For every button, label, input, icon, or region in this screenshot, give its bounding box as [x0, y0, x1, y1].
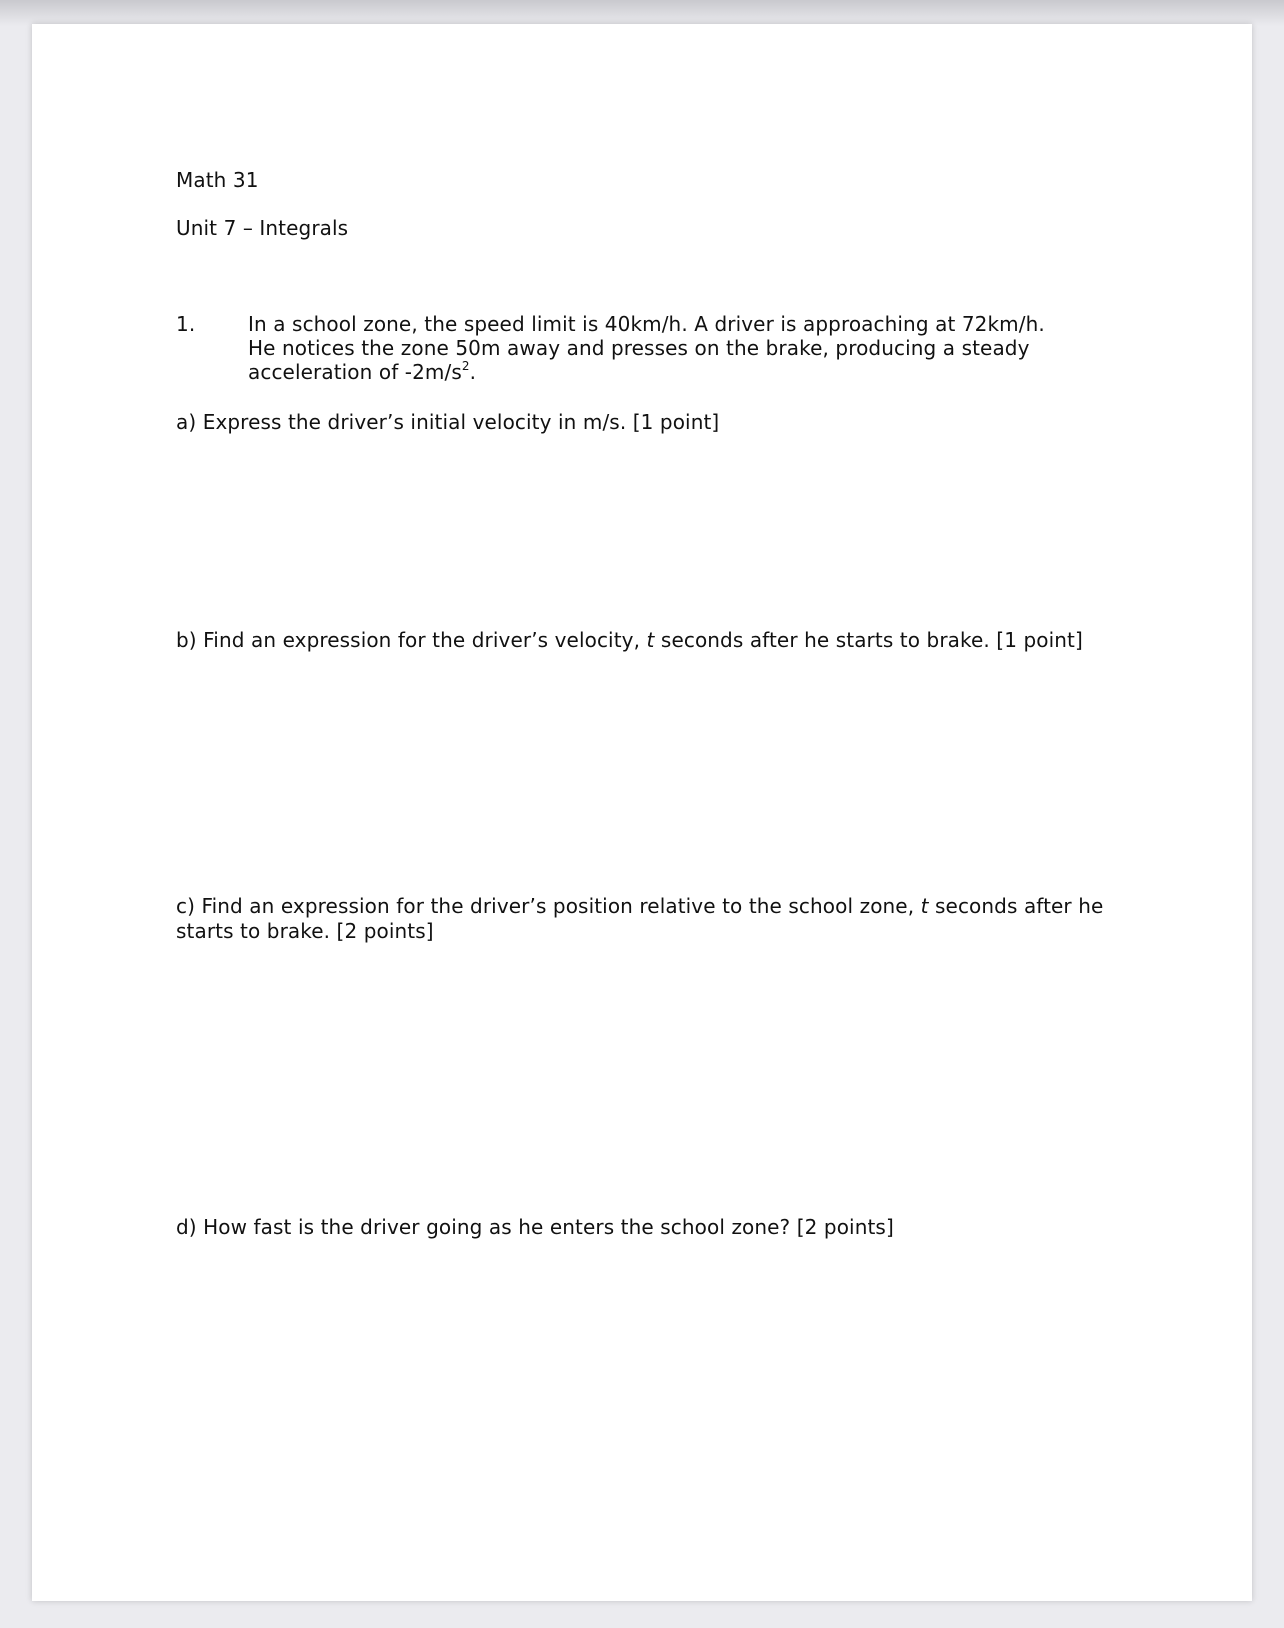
course-title: Math 31 — [176, 168, 259, 192]
part-b — [176, 628, 1083, 652]
part-c-line-1 — [176, 894, 1103, 918]
window-top-shadow — [0, 0, 1284, 26]
document-page — [32, 24, 1252, 1601]
question-stem-line-1: In a school zone, the speed limit is 40km/h. A driver is approaching at 72km/h. — [248, 312, 1045, 336]
part-c-text-end: seconds after he — [928, 894, 1104, 918]
unit-title: Unit 7 – Integrals — [176, 216, 349, 240]
part-b-text: b) Find an expression for the driver’s velocity, — [176, 628, 647, 652]
question-number: 1. — [176, 312, 196, 336]
stem-line-3-period: . — [469, 360, 477, 384]
stem-line-3-text: acceleration of -2m/s — [248, 360, 462, 384]
part-b-text-end: seconds after he starts to brake. [1 point] — [654, 628, 1083, 652]
part-c-text: c) Find an expression for the driver’s position relative to the school zone, — [176, 894, 921, 918]
question-stem-line-3 — [248, 360, 476, 384]
variable-t: t — [646, 628, 655, 652]
part-a: a) Express the driver’s initial velocity in m/s. [1 point] — [176, 410, 720, 434]
part-d: d) How fast is the driver going as he enters the school zone? [2 points] — [176, 1215, 894, 1239]
question-stem-line-2: He notices the zone 50m away and presses on the brake, producing a steady — [248, 336, 1030, 360]
part-c-line-2: starts to brake. [2 points] — [176, 919, 434, 943]
variable-t: t — [920, 894, 929, 918]
exponent: 2 — [461, 359, 470, 374]
